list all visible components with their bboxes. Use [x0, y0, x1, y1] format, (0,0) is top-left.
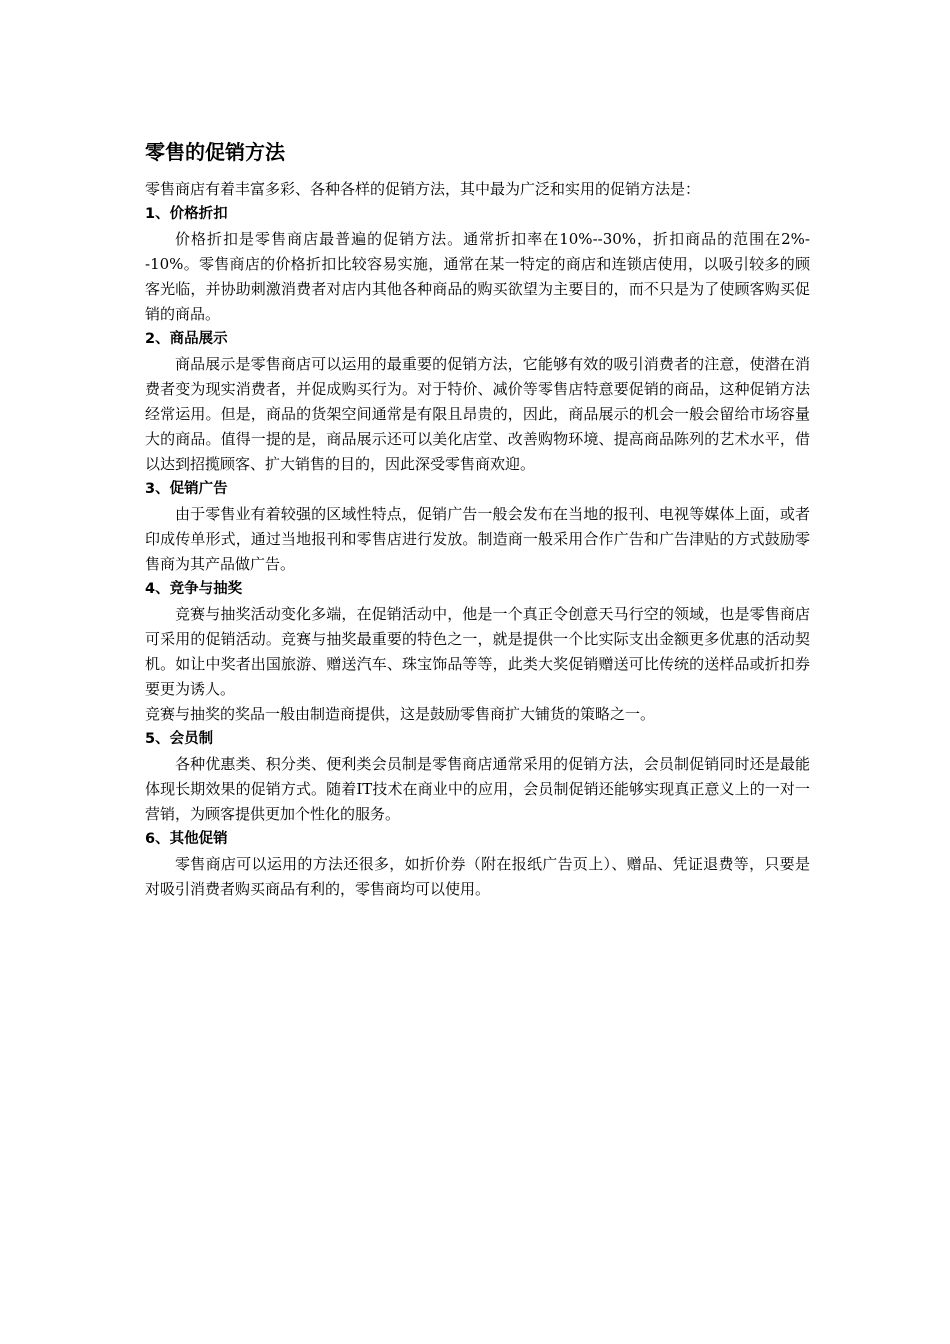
section-heading: 5、会员制 [145, 731, 214, 747]
section-other-promotions [145, 827, 810, 902]
section-heading: 4、竞争与抽奖 [145, 581, 243, 597]
section-paragraph: 竞赛与抽奖活动变化多端，在促销活动中，他是一个真正令创意天马行空的领域，也是零售商店可采用的促销活动。竞赛与抽奖最重要的特色之一，就是提供一个比实际支出金额更多优惠的活动契机。如让中奖者出国旅游、赠送汽车、珠宝饰品等等，此类大奖促销赠送可比传统的送样品或折扣券要更为诱人。 [145, 605, 810, 698]
section-heading: 1、价格折扣 [145, 206, 228, 222]
section-heading: 3、促销广告 [145, 481, 228, 497]
section-paragraph: 各种优惠类、积分类、便利类会员制是零售商店通常采用的促销方法，会员制促销同时还是最能体现长期效果的促销方式。随着IT技术在商业中的应用，会员制促销还能够实现真正意义上的一对一营销，为顾客提供更加个性化的服务。 [145, 755, 810, 823]
section-product-display [145, 327, 810, 477]
section-paragraph: 商品展示是零售商店可以运用的最重要的促销方法，它能够有效的吸引消费者的注意，使潜在消费者变为现实消费者，并促成购买行为。对于特价、减价等零售店特意要促销的商品，这种促销方法经常运用。但是，商品的货架空间通常是有限且昂贵的，因此，商品展示的机会一般会留给市场容量大的商品。值得一提的是，商品展示还可以美化店堂、改善购物环境、提高商品陈列的艺术水平，借以达到招揽顾客、扩大销售的目的，因此深受零售商欢迎。 [145, 355, 810, 473]
section-price-discount [145, 202, 810, 327]
section-paragraph: 价格折扣是零售商店最普遍的促销方法。通常折扣率在10%--30%，折扣商品的范围在2%--10%。零售商店的价格折扣比较容易实施，通常在某一特定的商店和连锁店使用，以吸引较多的顾客光临，并协助刺激消费者对店内其他各种商品的购买欲望为主要目的，而不只是为了使顾客购买促销的商品。 [145, 230, 810, 323]
intro-paragraph: 零售商店有着丰富多彩、各种各样的促销方法，其中最为广泛和实用的促销方法是： [145, 180, 701, 198]
section-paragraph: 由于零售业有着较强的区域性特点，促销广告一般会发布在当地的报刊、电视等媒体上面，或者印成传单形式，通过当地报刊和零售店进行发放。制造商一般采用合作广告和广告津贴的方式鼓励零售商为其产品做广告。 [145, 505, 810, 573]
section-heading: 2、商品展示 [145, 331, 228, 347]
section-paragraph: 零售商店可以运用的方法还很多，如折价券（附在报纸广告页上）、赠品、凭证退费等，只要是对吸引消费者购买商品有利的，零售商均可以使用。 [145, 855, 810, 898]
document-page [145, 138, 810, 902]
section-contest-lottery [145, 577, 810, 727]
section-note: 竞赛与抽奖的奖品一般由制造商提供，这是鼓励零售商扩大铺货的策略之一。 [145, 705, 656, 723]
section-promo-ads [145, 477, 810, 577]
section-heading: 6、其他促销 [145, 831, 228, 847]
section-membership [145, 727, 810, 827]
document-title: 零售的促销方法 [145, 140, 285, 164]
